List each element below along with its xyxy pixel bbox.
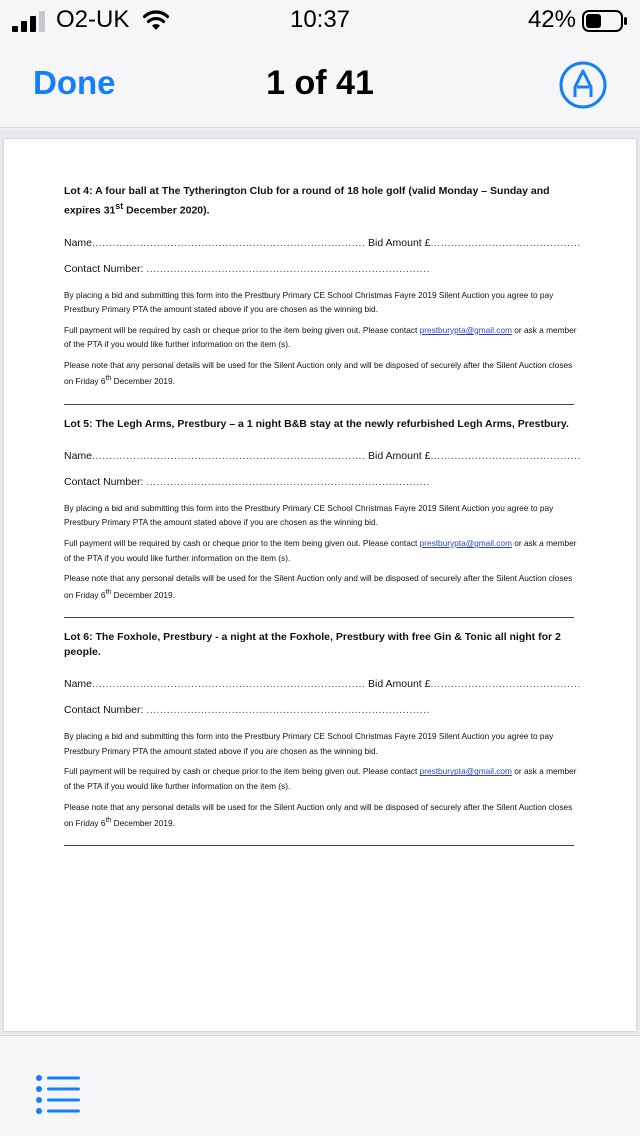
name-bid-row [64, 677, 580, 691]
agreement-text: By placing a bid and submitting this form into the Prestbury Primary CE School Christmas Fayre 2019 Silent Auction you agree to pay Prestbury Primary PTA the amount stated above if you are chosen as the winning bid. [64, 731, 554, 756]
divider [64, 617, 574, 618]
contact-row [64, 703, 580, 717]
agreement-text: By placing a bid and submitting this form into the Prestbury Primary CE School Christmas Fayre 2019 Silent Auction you agree to pay Prestbury Primary PTA the amount stated above if you are chosen as the winning bid. [64, 502, 554, 528]
bid-amount-field[interactable]: Bid Amount £ ..... [368, 677, 580, 691]
email-link[interactable]: prestburypta@gmail.com [419, 538, 512, 549]
markup-button[interactable] [558, 60, 608, 110]
bid-amount-field[interactable]: Bid Amount £ ..... [368, 236, 580, 250]
privacy-text: Please note that any personal details will be used for the Silent Auction only and will be disposed of securely after the Silent Auction closes on Friday 6th December 2019. [64, 801, 573, 828]
name-bid-row [64, 236, 580, 250]
lot-section [64, 417, 580, 618]
document-page [4, 139, 636, 1031]
lot-section [64, 184, 580, 405]
page-content [64, 184, 580, 858]
status-time: 10:37 [289, 6, 351, 33]
page-counter: 1 of 41 [266, 64, 374, 102]
payment-text: Full payment will be required by cash or cheque prior to the item being given out. Please contact prestburypta@gmail.com or ask a member of the PTA if you would like further information on the item (s). [64, 324, 577, 350]
navigation-bar [0, 40, 640, 128]
privacy-text: Please note that any personal details will be used for the Silent Auction only and will be disposed of securely after the Silent Auction closes on Friday 6th December 2019. [64, 359, 573, 387]
lot-title: Lot 4: A four ball at The Tytherington Club for a round of 18 hole golf (valid Monday – Sunday and expires 31st December 2020). [64, 185, 550, 217]
divider [64, 845, 574, 846]
done-button[interactable]: Done [33, 64, 116, 101]
email-link[interactable]: prestburypta@gmail.com [419, 324, 512, 335]
contact-number-field[interactable]: Contact Number: ..... [64, 262, 429, 276]
contact-row [64, 262, 580, 276]
status-bar [0, 0, 640, 40]
lot-section [64, 630, 580, 846]
markup-pen-icon [558, 60, 608, 110]
contact-number-field[interactable]: Contact Number: ..... [64, 703, 429, 717]
lot-title: Lot 5: The Legh Arms, Prestbury – a 1 night B&B stay at the newly refurbished Legh Arms, Prestbury. [64, 417, 569, 430]
carrier-name: O2-UK [56, 6, 130, 33]
agreement-text: By placing a bid and submitting this form into the Prestbury Primary CE School Christmas Fayre 2019 Silent Auction you agree to pay Prestbury Primary PTA the amount stated above if you are chosen as the winning bid. [64, 289, 554, 315]
privacy-text: Please note that any personal details will be used for the Silent Auction only and will be disposed of securely after the Silent Auction closes on Friday 6th December 2019. [64, 573, 573, 600]
payment-text: Full payment will be required by cash or cheque prior to the item being given out. Please contact prestburypta@gmail.com or ask a member of the PTA if you would like further information on the item (s). [64, 766, 577, 791]
bottom-toolbar [0, 1035, 640, 1136]
name-bid-row [64, 449, 580, 463]
name-field[interactable]: Name ..... [64, 236, 364, 250]
contact-number-field[interactable]: Contact Number: ..... [64, 475, 429, 489]
payment-text: Full payment will be required by cash or cheque prior to the item being given out. Please contact prestburypta@gmail.com or ask a member of the PTA if you would like further information on the item (s). [64, 538, 577, 563]
list-outline-icon [34, 1074, 82, 1114]
bid-amount-field[interactable]: Bid Amount £ ..... [368, 449, 580, 463]
name-field[interactable]: Name ..... [64, 677, 364, 691]
outline-button[interactable] [34, 1074, 82, 1114]
email-link[interactable]: prestburypta@gmail.com [419, 766, 512, 777]
contact-row [64, 475, 580, 489]
document-viewer[interactable] [0, 129, 640, 1034]
battery-icon [582, 9, 628, 33]
divider [64, 404, 574, 405]
lot-title: Lot 6: The Foxhole, Prestbury - a night at the Foxhole, Prestbury with free Gin & Tonic all night for 2 people. [64, 631, 561, 659]
battery-percentage: 42% [527, 6, 576, 33]
name-field[interactable]: Name ..... [64, 449, 364, 463]
